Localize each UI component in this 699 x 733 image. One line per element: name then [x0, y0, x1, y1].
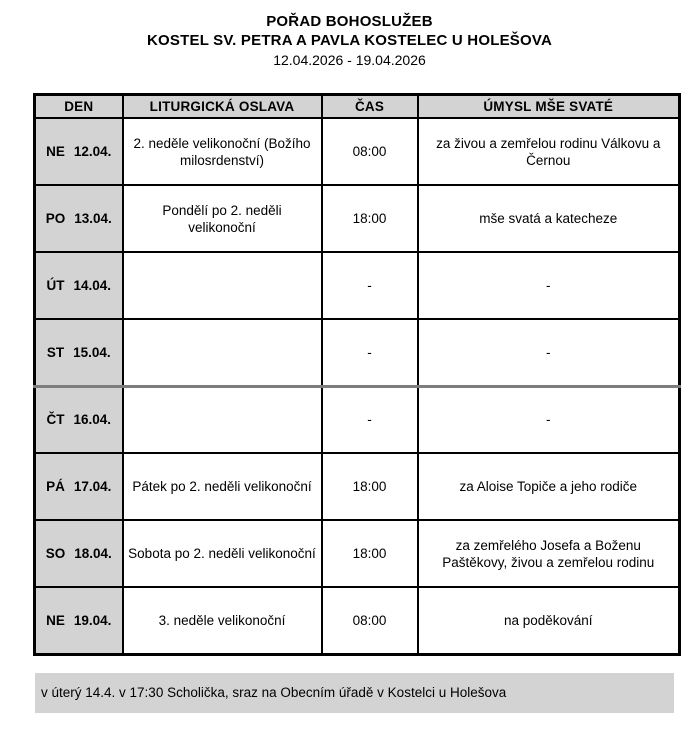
intention-cell: na poděkování [418, 587, 680, 654]
column-header-celebration: LITURGICKÁ OSLAVA [123, 95, 322, 119]
intention-cell: za Aloise Topiče a jeho rodiče [418, 453, 680, 520]
day-date: 12.04. [73, 144, 112, 159]
document-header [0, 0, 699, 70]
intention-cell: - [418, 386, 680, 453]
intention-cell: mše svatá a katecheze [418, 185, 680, 252]
day-date: 19.04. [73, 612, 112, 628]
time-cell: - [322, 386, 418, 453]
table-row [35, 520, 680, 587]
table-row [35, 319, 680, 386]
column-header-day: DEN [35, 95, 123, 119]
celebration-cell [123, 386, 322, 453]
day-abbr: NE [46, 144, 65, 159]
day-abbr: ST [46, 344, 65, 360]
table-row [35, 453, 680, 520]
day-cell [35, 118, 123, 185]
day-abbr: SO [45, 546, 66, 561]
intention-cell: za zemřelého Josefa a Boženu Paštěkovy, živou a zemřelou rodinu [418, 520, 680, 587]
celebration-cell: Pátek po 2. neděli velikonoční [123, 453, 322, 520]
intention-cell: - [418, 319, 680, 386]
day-date: 13.04. [74, 211, 112, 226]
schedule-table [33, 93, 681, 656]
day-abbr: NE [46, 612, 65, 628]
intention-cell: za živou a zemřelou rodinu Válkovu a Černou [418, 118, 680, 185]
time-cell: - [322, 319, 418, 386]
day-cell [35, 386, 123, 453]
table-row [35, 252, 680, 319]
celebration-cell: Pondělí po 2. neděli velikonoční [123, 185, 322, 252]
day-cell [35, 587, 123, 654]
column-header-time: ČAS [322, 95, 418, 119]
time-cell: 18:00 [322, 453, 418, 520]
celebration-cell [123, 319, 322, 386]
day-abbr: PÁ [46, 479, 65, 494]
intention-cell: - [418, 252, 680, 319]
time-cell: 08:00 [322, 587, 418, 654]
footer-note-bar [35, 673, 674, 713]
time-cell: 18:00 [322, 520, 418, 587]
celebration-cell: 2. neděle velikonoční (Božího milosrdenství) [123, 118, 322, 185]
day-cell [35, 453, 123, 520]
column-header-intention: ÚMYSL MŠE SVATÉ [418, 95, 680, 119]
time-cell: 08:00 [322, 118, 418, 185]
day-abbr: PO [45, 211, 66, 226]
day-cell [35, 520, 123, 587]
day-abbr: ÚT [46, 278, 65, 293]
footer-note-text: v úterý 14.4. v 17:30 Scholička, sraz na Obecním úřadě v Kostelci u Holešova [41, 685, 507, 700]
day-date: 15.04. [73, 344, 111, 360]
table-row [35, 587, 680, 654]
time-cell: 18:00 [322, 185, 418, 252]
table-row [35, 185, 680, 252]
celebration-cell [123, 252, 322, 319]
day-cell [35, 319, 123, 386]
day-cell [35, 252, 123, 319]
day-date: 17.04. [73, 479, 112, 494]
day-cell [35, 185, 123, 252]
table-header-row [35, 95, 680, 119]
date-range: 12.04.2026 - 19.04.2026 [273, 52, 426, 68]
celebration-cell: Sobota po 2. neděli velikonoční [123, 520, 322, 587]
table-row [35, 386, 680, 453]
celebration-cell: 3. neděle velikonoční [123, 587, 322, 654]
table-row [35, 118, 680, 185]
day-date: 18.04. [74, 546, 112, 561]
day-abbr: ČT [46, 412, 65, 428]
page-title: POŘAD BOHOSLUŽEB [266, 13, 433, 30]
day-date: 16.04. [73, 412, 112, 428]
time-cell: - [322, 252, 418, 319]
day-date: 14.04. [73, 278, 112, 293]
page-subtitle: KOSTEL SV. PETRA A PAVLA KOSTELEC U HOLEŠOVA [147, 32, 552, 49]
